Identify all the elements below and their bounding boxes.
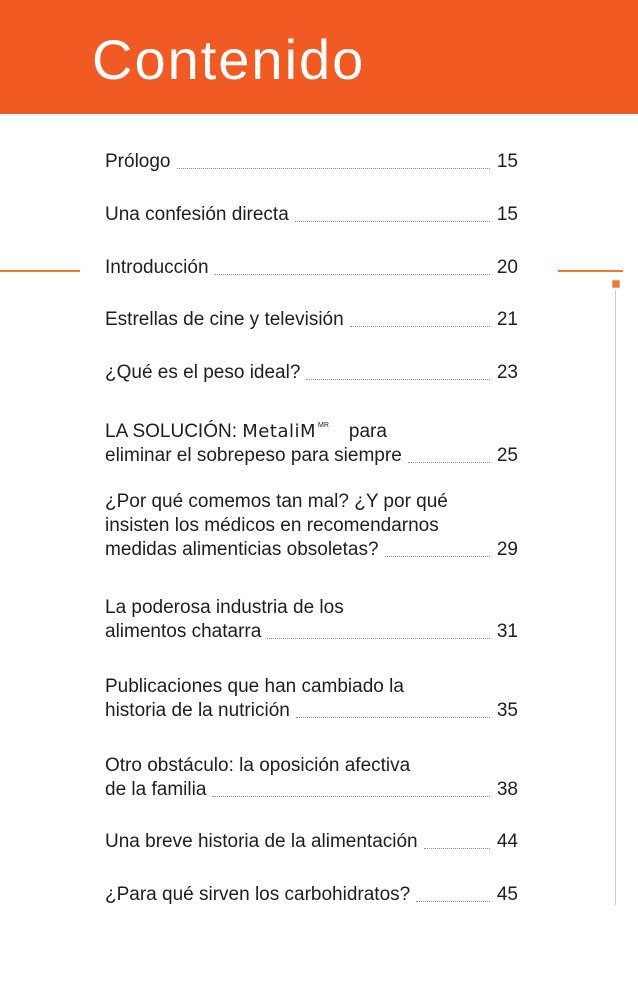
- toc-page-number: 29: [496, 539, 518, 560]
- toc-entry-title: ¿Qué es el peso ideal?: [105, 362, 301, 383]
- dot-leader: [424, 847, 490, 849]
- toc-entry-confesion[interactable]: [105, 203, 518, 227]
- dot-leader: [350, 325, 490, 327]
- toc-entry-title: de la familia: [105, 779, 207, 800]
- toc-entry-industria[interactable]: [105, 596, 518, 644]
- toc-entry-solucion[interactable]: [105, 414, 518, 468]
- toc-page-number: 31: [496, 621, 518, 642]
- left-divider: [0, 270, 80, 272]
- brand-trademark: MR: [318, 422, 329, 429]
- toc-entry-title: historia de la nutrición: [105, 700, 290, 721]
- toc-entry-title: LA SOLUCIÓN:: [105, 421, 243, 442]
- toc-entry-title: Una breve historia de la alimentación: [105, 831, 418, 852]
- toc-entry-title: eliminar el sobrepeso para siempre: [105, 445, 402, 466]
- dot-leader: [408, 461, 490, 463]
- toc-entry-title: ¿Para qué sirven los carbohidratos?: [105, 884, 411, 905]
- toc-entry-estrellas[interactable]: [105, 308, 518, 332]
- toc-entry-title: Una confesión directa: [105, 204, 289, 225]
- toc-page-number: 45: [496, 884, 518, 905]
- toc-page-number: 23: [496, 362, 518, 383]
- toc-entry-title: Introducción: [105, 257, 209, 278]
- toc-entry-obstaculo[interactable]: [105, 754, 518, 802]
- toc-entry-introduccion[interactable]: [105, 256, 518, 280]
- dot-leader: [267, 637, 490, 639]
- toc-entry-peso-ideal[interactable]: [105, 361, 518, 385]
- toc-page-number: 25: [496, 445, 518, 466]
- right-divider: [558, 270, 623, 272]
- dot-leader: [296, 716, 490, 718]
- toc-entry-title: alimentos chatarra: [105, 621, 262, 642]
- toc-page-number: 15: [496, 151, 518, 172]
- toc-entry-title: La poderosa industria de los: [105, 597, 344, 618]
- square-marker-icon: [612, 280, 620, 288]
- dot-leader: [212, 795, 490, 797]
- dot-leader: [306, 378, 490, 380]
- toc-page-number: 35: [496, 700, 518, 721]
- toc-page-number: 38: [496, 779, 518, 800]
- toc-entry-title: Publicaciones que han cambiado la: [105, 676, 404, 697]
- toc-entry-title: ¿Por qué comemos tan mal? ¿Y por qué: [105, 491, 448, 512]
- dot-leader: [215, 273, 490, 275]
- dot-leader: [177, 167, 491, 169]
- toc-page-number: 15: [496, 204, 518, 225]
- toc-entry-title: para: [348, 421, 387, 442]
- right-border: [615, 290, 616, 905]
- toc-entry-title: Otro obstáculo: la oposición afectiva: [105, 755, 411, 776]
- toc-page-number: 20: [496, 257, 518, 278]
- toc-entry-title: insisten los médicos en recomendarnos: [105, 515, 439, 536]
- page-title: Contenido: [92, 28, 366, 91]
- toc-entry-publicaciones[interactable]: [105, 675, 518, 723]
- brand-name: MetaliM: [242, 421, 317, 442]
- dot-leader: [295, 220, 490, 222]
- toc-entry-title: Estrellas de cine y televisión: [105, 309, 344, 330]
- toc-page-number: 21: [496, 309, 518, 330]
- dot-leader: [385, 555, 490, 557]
- dot-leader: [416, 900, 490, 902]
- toc-entry-comemos-mal[interactable]: [105, 490, 518, 562]
- toc-entry-title: medidas alimenticias obsoletas?: [105, 539, 379, 560]
- toc-page-number: 44: [496, 831, 518, 852]
- header-band: [0, 0, 638, 114]
- toc-entry-title: Prólogo: [105, 151, 171, 172]
- toc-entry-historia-alimentacion[interactable]: [105, 830, 518, 854]
- toc-entry-carbohidratos[interactable]: [105, 883, 518, 907]
- toc-entry-prologo[interactable]: [105, 150, 518, 174]
